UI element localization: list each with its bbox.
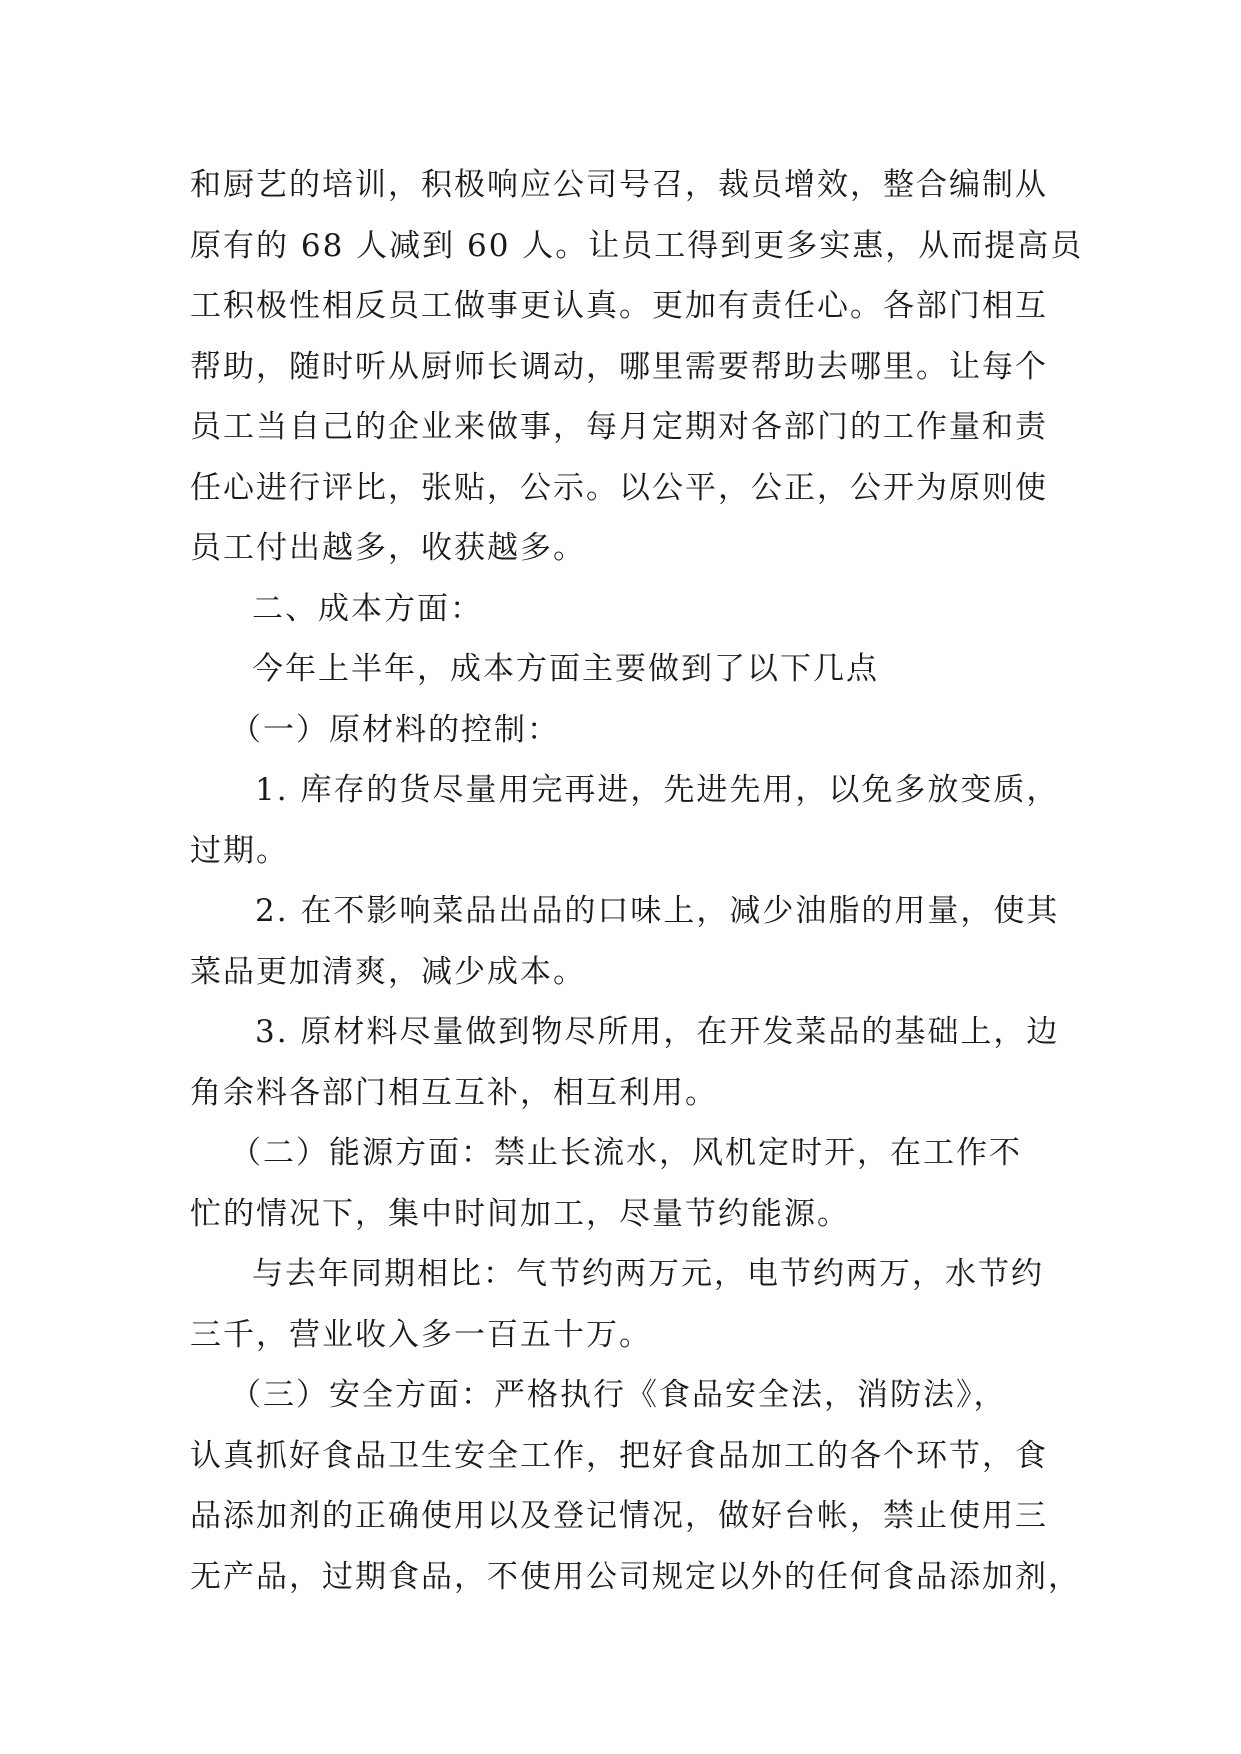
text-line: 菜品更加清爽，减少成本。 [190, 953, 586, 990]
text-line: 认真抓好食品卫生安全工作，把好食品加工的各个环节，食 [190, 1437, 1048, 1474]
text-line: 过期。 [190, 832, 289, 869]
subsection-heading: （二）能源方面：禁止长流水，风机定时开，在工作不 [230, 1135, 1022, 1171]
text-line: 角余料各部门相互互补，相互利用。 [190, 1074, 718, 1111]
text-line: 忙的情况下，集中时间加工，尽量节约能源。 [190, 1195, 850, 1232]
text-line: 任心进行评比，张贴，公示。以公平，公正，公开为原则使 [190, 469, 1048, 506]
numbered-item: 3. 原材料尽量做到物尽所用，在开发菜品的基础上，边 [255, 1014, 1060, 1050]
text-line: 帮助，随时听从厨师长调动，哪里需要帮助去哪里。让每个 [190, 348, 1048, 385]
text-line: 今年上半年，成本方面主要做到了以下几点 [252, 651, 879, 687]
text-line: 员工付出越多，收获越多。 [190, 530, 586, 566]
text-line: 工积极性相反员工做事更认真。更加有责任心。各部门相互 [190, 288, 1048, 324]
text-line: 三千，营业收入多一百五十万。 [190, 1316, 652, 1353]
text-line: 品添加剂的正确使用以及登记情况，做好台帐，禁止使用三 [190, 1498, 1048, 1534]
text-line: 员工当自己的企业来做事，每月定期对各部门的工作量和责 [190, 409, 1048, 445]
subsection-heading: （三）安全方面：严格执行《食品安全法，消防法》， [230, 1377, 1007, 1413]
document-body [190, 155, 1084, 1607]
numbered-item: 1. 库存的货尽量用完再进，先进先用，以免多放变质， [255, 772, 1060, 808]
subsection-heading: （一）原材料的控制： [230, 711, 560, 748]
section-heading: 二、成本方面： [252, 590, 483, 627]
text-line: 与去年同期相比：气节约两万元，电节约两万，水节约 [252, 1256, 1044, 1292]
text-line: 无产品，过期食品，不使用公司规定以外的任何食品添加剂， [190, 1558, 1081, 1595]
text-line: 原有的 68 人减到 60 人。让员工得到更多实惠，从而提高员 [190, 227, 1084, 264]
text-line: 和厨艺的培训，积极响应公司号召，裁员增效，整合编制从 [190, 167, 1048, 203]
numbered-item: 2. 在不影响菜品出品的口味上，减少油脂的用量，使其 [255, 893, 1060, 929]
